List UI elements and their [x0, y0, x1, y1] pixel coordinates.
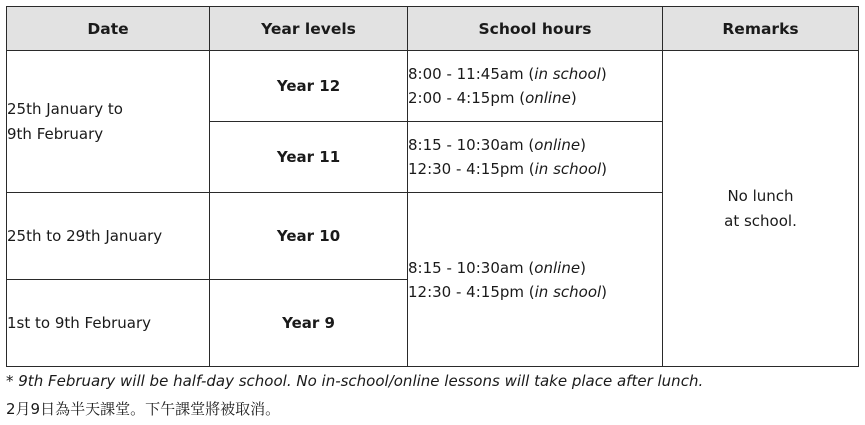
hours-line: 12:30 - 4:15pm (in school): [408, 282, 608, 301]
remarks-cell: [663, 51, 859, 367]
hours-line: 8:15 - 10:30am (online): [408, 258, 586, 277]
remarks-line: No lunch: [727, 186, 794, 205]
header-row: [7, 7, 859, 51]
table-row: [7, 51, 859, 122]
hours-line: 2:00 - 4:15pm (online): [408, 89, 577, 107]
hours-line: 8:15 - 10:30am (online): [408, 136, 586, 154]
date-line: 25th January to: [7, 99, 123, 118]
header-remarks: Remarks: [663, 7, 859, 51]
year-cell: Year 12: [210, 51, 408, 122]
hours-cell: [408, 51, 663, 122]
footnote-chinese: 2月9日為半天課堂。下午課堂將被取消。: [6, 400, 281, 418]
hours-cell: [408, 122, 663, 193]
year-cell: Year 9: [210, 280, 408, 367]
date-cell: 1st to 9th February: [7, 280, 210, 367]
hours-line: 12:30 - 4:15pm (in school): [408, 160, 608, 178]
schedule-table: [6, 6, 859, 367]
date-line: 9th February: [7, 124, 104, 143]
header-date: Date: [7, 7, 210, 51]
remarks-line: at school.: [724, 211, 797, 230]
header-year-levels: Year levels: [210, 7, 408, 51]
date-cell: 25th to 29th January: [7, 193, 210, 280]
year-cell: Year 10: [210, 193, 408, 280]
hours-line: 8:00 - 11:45am (in school): [408, 65, 607, 83]
header-school-hours: School hours: [408, 7, 663, 51]
date-cell: [7, 51, 210, 193]
year-cell: Year 11: [210, 122, 408, 193]
hours-cell: [408, 193, 663, 367]
footnote: * 9th February will be half-day school. No in-school/online lessons will take place after lunch.: [6, 372, 704, 390]
